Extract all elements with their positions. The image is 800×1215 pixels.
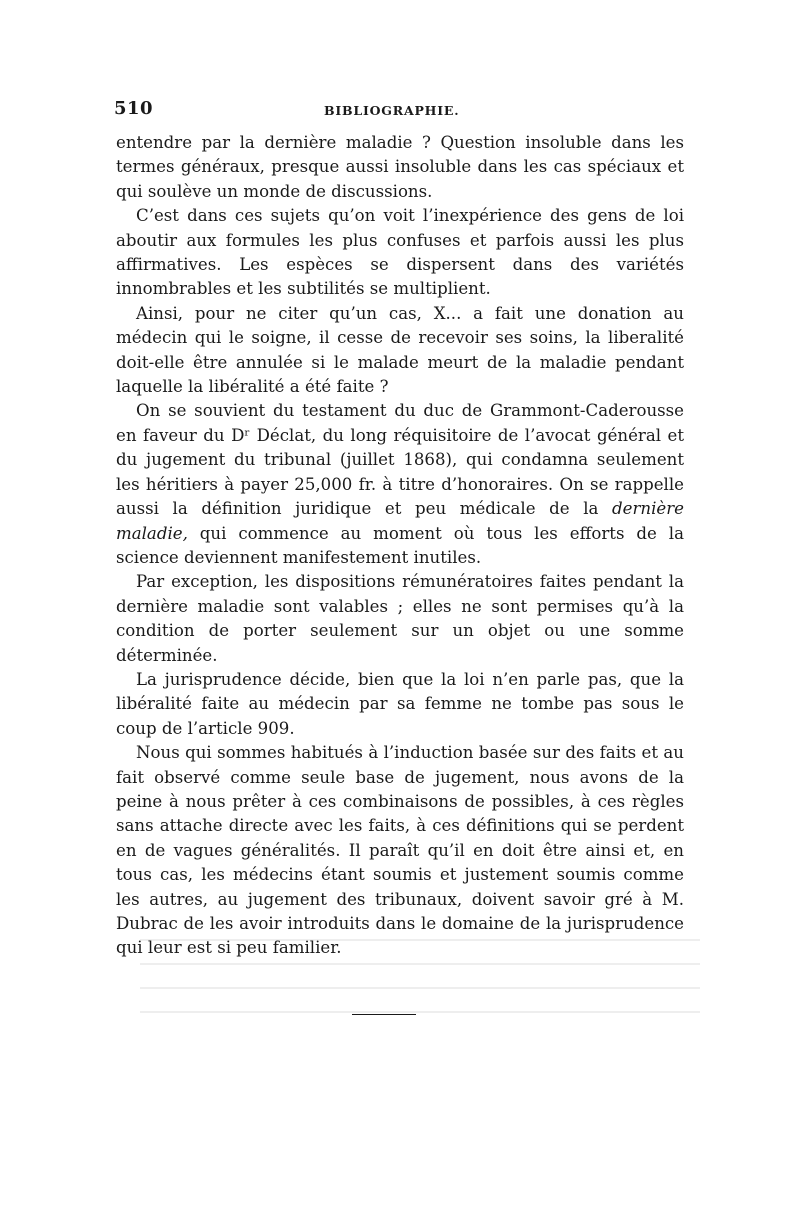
paragraph-text: On se souvient du testament du duc de Grammont-Caderousse en faveur du Dʳ Déclat, du long réquisitoire de l’avocat général et du jugement du tribunal (juillet 1868), qui condamna seulement les héritiers à payer 25,000 fr. à titre d’honoraires. On se rappelle aussi la définition juridique et peu médicale de la [116,401,684,519]
footer-rule [352,1014,416,1015]
paragraph: La jurisprudence décide, bien que la loi n’en parle pas, que la libéralité faite au médecin par sa femme ne tombe pas sous le coup de l’article 909. [116,669,684,738]
page-header [114,98,684,124]
paragraph [116,399,684,570]
paragraph: C’est dans ces sujets qu’on voit l’inexpérience des gens de loi aboutir aux formules les plus confuses et parfois aussi les plus affirmatives. Les espèces se dispersent dans des variétés innombrables et les subtilités se multiplient. [116,206,684,299]
paragraph: Nous qui sommes habitués à l’induction basée sur des faits et au fait observé comme seule base de jugement, nous avons de la peine à nous prêter à ces combinaisons de possibles, à ces règles sans attache directe avec les faits, à ces définitions qui se perdent en de vagues généralités. Il paraît qu’il en doit être ainsi et, en tous cas, les médecins étant soumis et justement soumis comme les autres, au jugement des tribunaux, doivent savoir gré à M. Dubrac de les avoir introduits dans le domaine de la jurisprudence qui leur est si peu familier. [116,743,684,958]
paragraph-text: qui commence au moment où tous les efforts de la science deviennent manifestement inutiles. [116,523,684,567]
body-text [116,131,684,961]
emphasis-text: dernière maladie, [116,499,684,543]
page-number: 510 [114,98,154,119]
paragraph: Par exception, les dispositions rémunératoires faites pendant la dernière maladie sont valables ; elles ne sont permises qu’à la condition de porter seulement sur un objet ou une somme déterminée. [116,572,684,665]
paragraph: Ainsi, pour ne citer qu’un cas, X... a fait une donation au médecin qui le soigne, il cesse de recevoir ses soins, la liberalité doit-elle être annulée si le malade meurt de la maladie pendant laquelle la libéralité a été faite ? [116,303,684,397]
running-head: BIBLIOGRAPHIE. [324,103,460,118]
show-through-text [140,925,700,1035]
paragraph: entendre par la dernière maladie ? Question insoluble dans les termes généraux, presque aussi insoluble dans les cas spéciaux et qui soulève un monde de discussions. [116,133,684,201]
